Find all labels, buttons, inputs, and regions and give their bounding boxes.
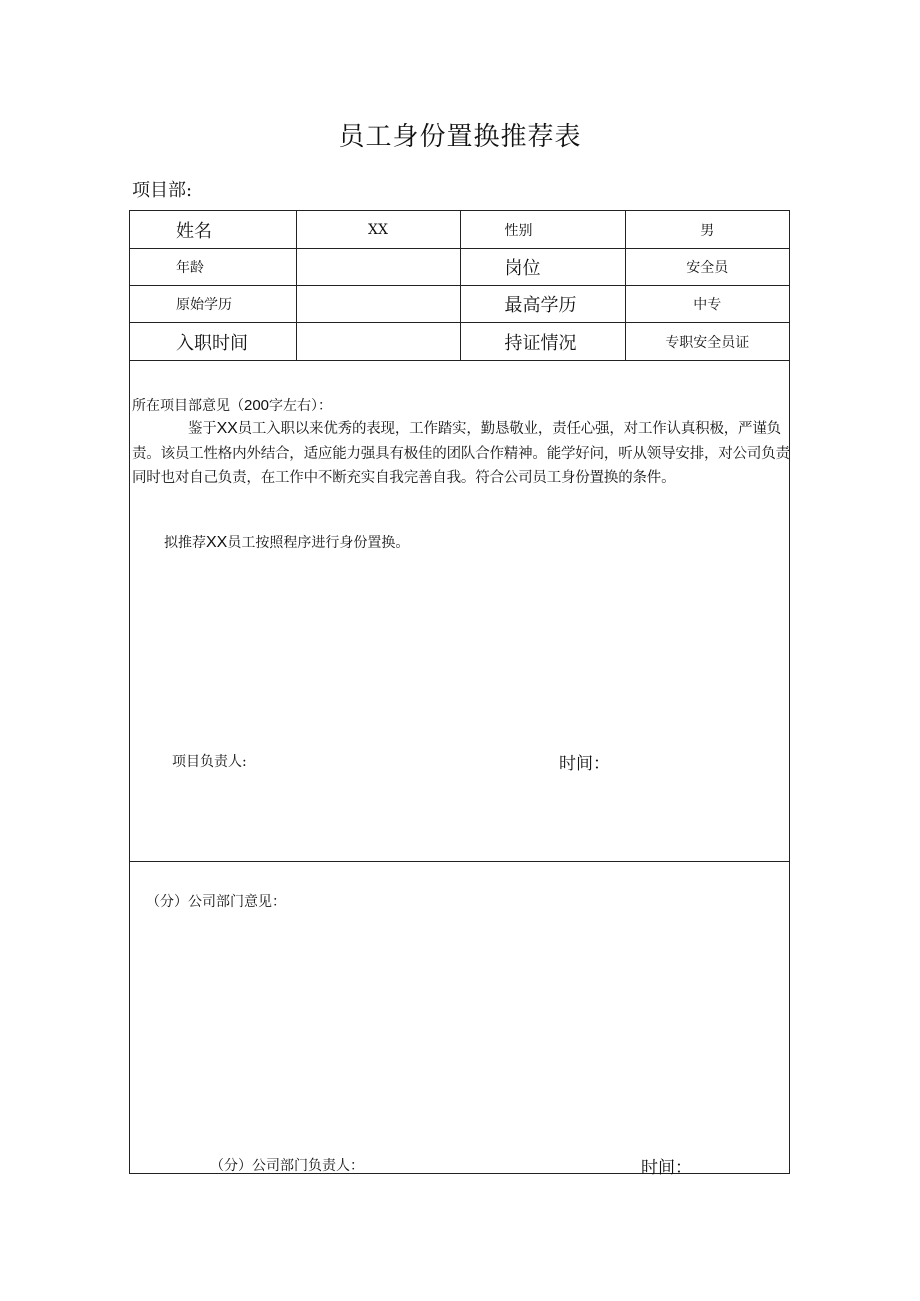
company-signer-label: （分）公司部门负责人： <box>210 1158 364 1174</box>
original-education-value <box>296 286 460 323</box>
age-value <box>296 249 460 286</box>
name-value: XX <box>296 211 460 249</box>
recommend-employee-name: XX <box>206 534 228 551</box>
recommend-text-post: 员工按照程序进行身份置换。 <box>227 535 410 551</box>
hire-date-value <box>296 323 460 361</box>
certificate-label: 持证情况 <box>460 323 625 361</box>
gender-value: 男 <box>625 211 789 249</box>
project-opinion-section <box>130 361 789 862</box>
heading-text-pre: 所在项目部意见（ <box>132 398 244 414</box>
project-dept-label: 项目部: <box>132 180 193 201</box>
body-text-post: 员工入职以来优秀的表现，工作踏实，勤恳敬业，责任心强，对工作认真积极，严谨负责。该员工性格内外结合，适应能力强具有极佳的团队合作精神。能学好问，听从领导安排，对公司负责同时也对自己负责，在工作中不断充实自我完善自我。符合公司员工身份置换的条件。 <box>132 421 790 486</box>
form-title: 员工身份置换推荐表 <box>338 122 582 152</box>
recommend-text-pre: 拟推荐 <box>164 535 206 551</box>
table-row <box>130 211 789 249</box>
recommendation-form <box>129 210 790 1178</box>
position-label: 岗位 <box>460 249 625 286</box>
project-opinion-heading <box>132 395 332 415</box>
heading-word-count: 200 <box>244 397 270 414</box>
company-opinion-section <box>130 862 789 1178</box>
project-signer-label: 项目负责人: <box>172 754 247 770</box>
body-employee-name: XX <box>216 420 238 437</box>
company-time-label: 时间： <box>641 1158 692 1178</box>
certificate-value: 专职安全员证 <box>625 323 789 361</box>
hire-date-label: 入职时间 <box>130 323 296 361</box>
employee-info-table <box>130 211 789 361</box>
name-label: 姓名 <box>130 211 296 249</box>
position-value: 安全员 <box>625 249 789 286</box>
highest-education-value: 中专 <box>625 286 789 323</box>
project-opinion-body <box>132 417 792 491</box>
age-label: 年龄 <box>130 249 296 286</box>
original-education-label: 原始学历 <box>130 286 296 323</box>
table-row <box>130 249 789 286</box>
body-text-pre: 鉴于 <box>188 421 217 437</box>
company-opinion-heading: （分）公司部门意见： <box>146 894 286 910</box>
heading-text-post: 字左右）： <box>269 398 333 414</box>
gender-label: 性别 <box>460 211 625 249</box>
table-row <box>130 323 789 361</box>
table-row <box>130 286 789 323</box>
highest-education-label: 最高学历 <box>460 286 625 323</box>
project-time-label: 时间： <box>559 754 610 774</box>
recommendation-statement <box>164 532 409 552</box>
